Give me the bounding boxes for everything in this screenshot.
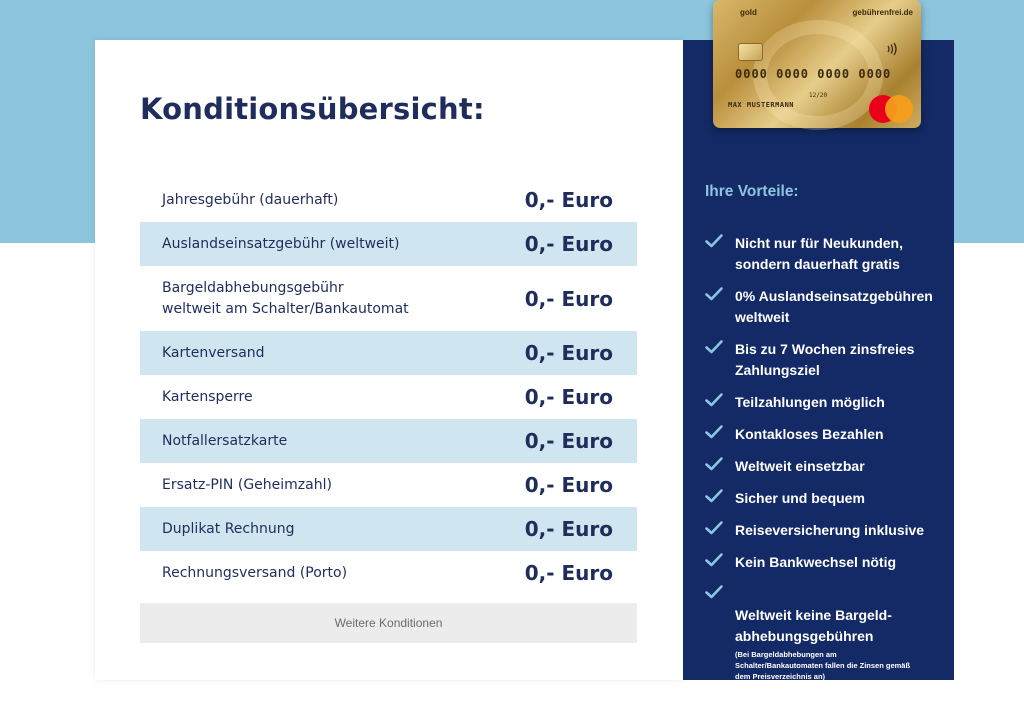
benefit-item	[705, 339, 945, 381]
benefit-text: Bis zu 7 Wochen zinsfreies Zahlungsziel	[735, 341, 915, 378]
checkmark-icon	[705, 339, 735, 354]
benefit-item	[705, 286, 945, 328]
row-label: Rechnungsversand (Porto)	[162, 564, 348, 581]
more-conditions-button[interactable]: Weitere Konditionen	[140, 603, 637, 643]
row-value: 0,- Euro	[524, 429, 613, 453]
benefit-text: Weltweit einsetzbar	[735, 458, 865, 474]
benefit-text-group	[735, 584, 910, 703]
checkmark-icon	[705, 584, 735, 599]
row-label: Auslandseinsatzgebühr (weltweit)	[162, 235, 400, 252]
table-row	[140, 507, 637, 551]
benefit-text: Kein Bankwechsel nötig	[735, 554, 897, 570]
card-expiry: 12/20	[809, 92, 828, 99]
table-row	[140, 419, 637, 463]
benefit-item	[705, 392, 945, 413]
table-row	[140, 266, 637, 331]
benefit-text: Weltweit keine Bargeld- abhebungsgebühren	[735, 607, 892, 644]
row-value: 0,- Euro	[524, 286, 613, 311]
row-label: Kartenversand	[162, 344, 265, 361]
checkmark-icon	[705, 392, 735, 407]
row-label: Bargeldabhebungsgebühr weltweit am Schalter/Bankautomat	[162, 279, 409, 317]
checkmark-icon	[705, 424, 735, 439]
card-gold-label: gold	[740, 8, 757, 17]
row-label: Kartensperre	[162, 388, 253, 405]
checkmark-icon	[705, 520, 735, 535]
benefit-text: Reiseversicherung inklusive	[735, 522, 925, 538]
row-value: 0,- Euro	[524, 473, 613, 497]
benefit-footnote: (Bei Bargeldabhebungen am Schalter/Bankautomaten fallen die Zinsen gemäß dem Preisverzeichnis an)	[735, 650, 911, 681]
benefit-item	[705, 520, 945, 541]
benefit-item	[705, 552, 945, 573]
benefits-title: Ihre Vorteile:	[705, 183, 799, 200]
benefit-item	[705, 488, 945, 509]
contactless-icon	[886, 41, 900, 61]
conditions-table	[140, 178, 637, 595]
card-number: 0000 0000 0000 0000	[735, 67, 892, 81]
benefit-text: Kontakloses Bezahlen	[735, 426, 884, 442]
mastercard-logo-icon	[869, 95, 915, 123]
checkmark-icon	[705, 552, 735, 567]
row-value: 0,- Euro	[524, 232, 613, 256]
row-label: Ersatz-PIN (Geheimzahl)	[162, 476, 332, 493]
checkmark-icon	[705, 233, 735, 248]
table-row	[140, 551, 637, 595]
table-row	[140, 178, 637, 222]
benefits-list	[705, 233, 945, 714]
checkmark-icon	[705, 456, 735, 471]
row-value: 0,- Euro	[524, 385, 613, 409]
card-brand: gebührenfrei.de	[852, 8, 913, 17]
benefit-item	[705, 233, 945, 275]
benefit-text: 0% Auslandseinsatzgebühren weltweit	[735, 288, 933, 325]
row-value: 0,- Euro	[524, 188, 613, 212]
checkmark-icon	[705, 488, 735, 503]
row-value: 0,- Euro	[524, 341, 613, 365]
row-label: Notfallersatzkarte	[162, 432, 288, 449]
page-title: Konditionsübersicht:	[140, 92, 485, 126]
benefit-item	[705, 456, 945, 477]
table-row	[140, 222, 637, 266]
row-label: Jahresgebühr (dauerhaft)	[162, 191, 339, 208]
benefit-text: Nicht nur für Neukunden, sondern dauerhaft gratis	[735, 235, 903, 272]
benefit-text: Sicher und bequem	[735, 490, 865, 506]
checkmark-icon	[705, 286, 735, 301]
row-value: 0,- Euro	[524, 561, 613, 585]
benefit-item	[705, 584, 945, 703]
table-row	[140, 375, 637, 419]
chip-icon	[738, 43, 763, 61]
table-row	[140, 331, 637, 375]
credit-card-image	[713, 0, 921, 128]
row-label: Duplikat Rechnung	[162, 520, 295, 537]
card-holder-name: MAX MUSTERMANN	[728, 101, 795, 109]
benefit-text: Teilzahlungen möglich	[735, 394, 885, 410]
row-value: 0,- Euro	[524, 517, 613, 541]
table-row	[140, 463, 637, 507]
benefit-item	[705, 424, 945, 445]
